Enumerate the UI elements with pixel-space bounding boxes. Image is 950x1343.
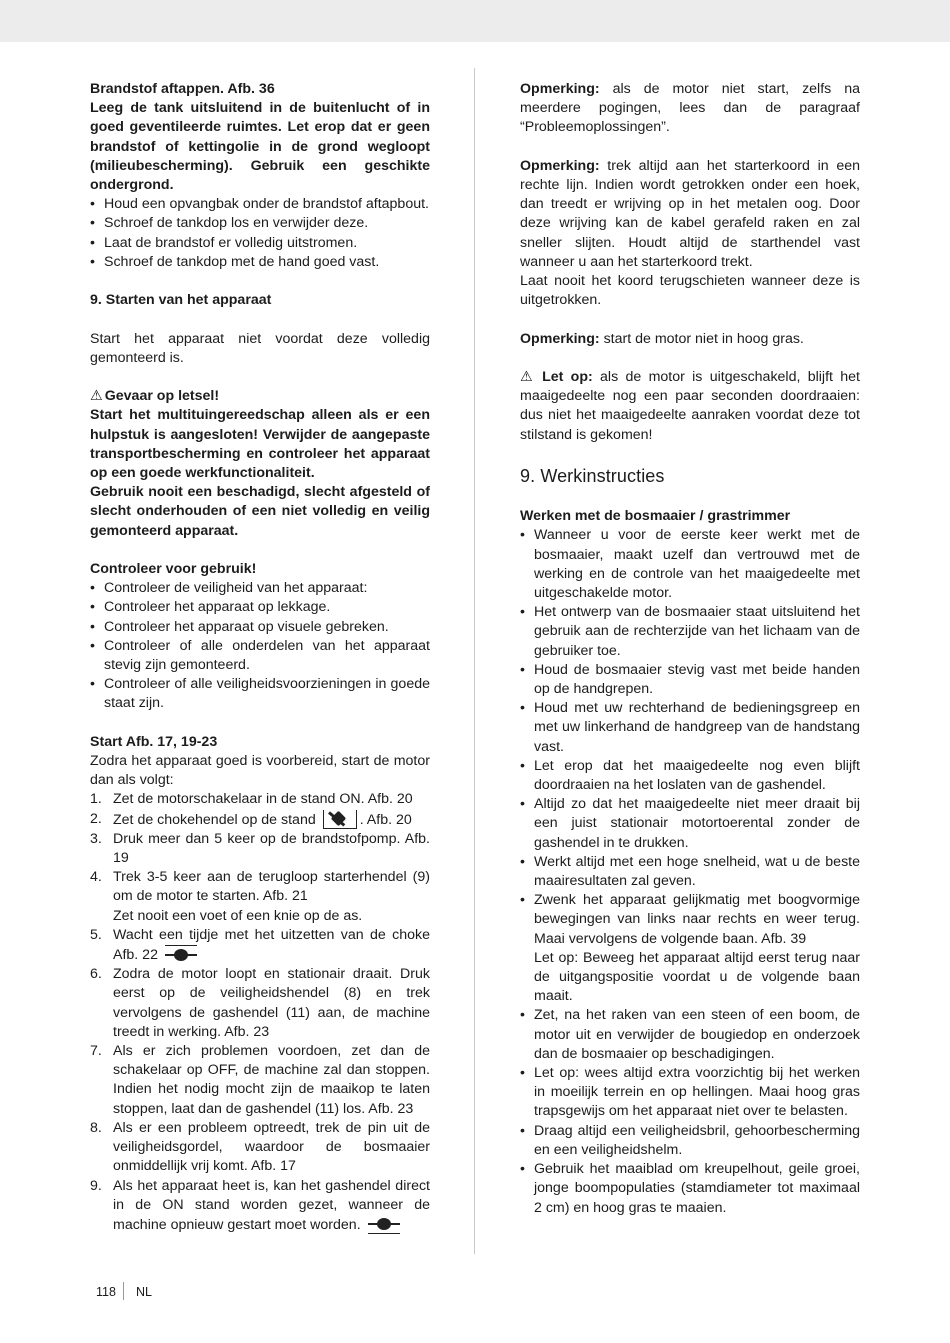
page-footer: [96, 1282, 152, 1302]
list-item: • Werkt altijd met een hoge snelheid, wat u de beste maairesultaten zal geven.: [520, 853, 860, 891]
list-item: 2. Zet de chokehendel op de stand . Afb. 20: [90, 810, 412, 828]
top-header-bar: [0, 0, 950, 42]
list-item: 8. Als er een probleem optreedt, trek de pin uit de veiligheidsgordel, waardoor de bosmaaier onmiddellijk vrij komt. Afb. 17: [90, 1119, 430, 1175]
drain-steps: [90, 195, 430, 272]
list-item: 4. Trek 3-5 keer aan de terugloop starterhendel (9) om de motor te starten. Afb. 21 Zet nooit een voet of een knie op de as.: [90, 869, 430, 924]
list-item: • Draag altijd een veiligheidsbril, gehoorbescherming en een veiligheidshelm.: [520, 1122, 860, 1160]
list-item: • Laat de brandstof er volledig uitstromen.: [90, 234, 430, 253]
list-item: • Controleer het apparaat op lekkage.: [90, 598, 430, 617]
list-item: • Zet, na het raken van een steen of een boom, de motor uit en verwijder de bougiedop en onderzoek dan de bosmaaier op beschadigingen.: [520, 1006, 860, 1064]
list-item: • Controleer of alle veiligheidsvoorzieningen in goede staat zijn.: [90, 675, 430, 713]
run-symbol-icon: [165, 945, 197, 964]
list-item: • Wanneer u voor de eerste keer werkt met de bosmaaier, maakt uzelf dan vertrouwd met de werking en de controle van het maaigedeelte met uitgeschakelde motor.: [520, 526, 860, 603]
let-op-note: ⚠ Let op: als de motor is uitgeschakeld, blijft het maaigedeelte nog een paar seconden doordraaien: dus niet het maaigedeelte aanraken voordat deze tot stilstand is gekomen!: [520, 369, 860, 443]
drain-title: Brandstof aftappen. Afb. 36: [90, 81, 275, 97]
list-item: • Zwenk het apparaat gelijkmatig met boogvormige bewegingen van links naar rechts en weer terug. Maai vervolgens de volgende baan. Afb. 39 Let op: Beweeg het apparaat altijd eerst terug naar de uitgangspositie voordat u de volgende baan maait.: [520, 891, 860, 1006]
left-column: [90, 80, 430, 1235]
warning-triangle-icon: ⚠: [520, 369, 533, 385]
list-item: 6. Zodra de motor loopt en stationair draait. Druk eerst op de veiligheidshendel (8) en trek vervolgens de gashendel (11) aan, de machine treedt in werking. Afb. 23: [90, 966, 430, 1040]
note-2: Opmerking: trek altijd aan het starterkoord in een rechte lijn. Indien wordt getrokken onder een hoek, dan treedt er wrijving op in het metalen oog. Door deze wrijving kan de kabel gerafeld raken en zal sneller slijten. Houdt altijd de starthendel vast wanneer u aan het starterkoord trekt.: [520, 157, 860, 270]
danger-text-2: Gebruik nooit een beschadigd, slecht afgesteld of slecht onderhouden of een niet volledig en veilig gemonteerd apparaat.: [90, 484, 430, 539]
choke-symbol-icon: [323, 810, 357, 829]
work-subheading: Werken met de bosmaaier / grastrimmer: [520, 508, 791, 525]
run-symbol-icon: [368, 1215, 400, 1234]
work-list: [520, 526, 860, 1217]
list-item: • Altijd zo dat het maaigedeelte niet meer draait bij een juist stationair motortoerental zonder de gashendel in te drukken.: [520, 795, 860, 853]
footer-separator: [123, 1282, 124, 1300]
list-item: 7. Als er zich problemen voordoen, zet dan de schakelaar op OFF, de machine zal dan stoppen. Indien het nodig mocht zijn de maaikop te laten stoppen, laat dan de gashendel (11) los. Afb. 23: [90, 1043, 430, 1117]
danger-text-1: Start het multituingereedschap alleen als er een hulpstuk is aangesloten! Verwijder de aangepaste transportbescherming en controleer het apparaat op een goede werkfunctionaliteit.: [90, 407, 430, 482]
work-heading: 9. Werkinstructies: [520, 466, 665, 486]
list-item: • Controleer de veiligheid van het apparaat:: [90, 579, 430, 598]
note-2-extra: Laat nooit het koord terugschieten wanneer deze is uitgetrokken.: [520, 273, 860, 309]
list-item: • Let erop dat het maaigedeelte nog even blijft doordraaien na het loslaten van de gashendel.: [520, 757, 860, 795]
start-steps: [90, 790, 430, 1235]
list-item: • Houd een opvangbak onder de brandstof aftapbout.: [90, 195, 430, 214]
list-item: • Schroef de tankdop met de hand goed vast.: [90, 253, 430, 272]
list-item: • Houd de bosmaaier stevig vast met beide handen op de handgrepen.: [520, 661, 860, 699]
list-item: 9. Als het apparaat heet is, kan het gashendel direct in de ON stand worden gezet, wanneer de machine opnieuw gestart moet worden.: [90, 1177, 430, 1233]
note-1: Opmerking: als de motor niet start, zelfs na meerdere pogingen, lees dan de paragraaf “Probleemoplossingen”.: [520, 81, 860, 136]
list-item: • Gebruik het maaiblad om kreupelhout, geile groei, jonge boompopulaties (stamdiameter tot maximaal 2 cm) en hoog gras te maaien.: [520, 1160, 860, 1218]
check-title: Controleer voor gebruik!: [90, 561, 257, 578]
language-code: NL: [135, 1285, 152, 1299]
list-item: 5. Wacht een tijdje met het uitzetten van de choke Afb. 22: [90, 926, 430, 964]
danger-title-line: [90, 387, 430, 406]
list-item: • Schroef de tankdop los en verwijder deze.: [90, 214, 430, 233]
list-item: • Het ontwerp van de bosmaaier staat uitsluitend het gebruik aan de rechterzijde van het lichaam van de gebruiker toe.: [520, 603, 860, 661]
list-item: 3. Druk meer dan 5 keer op de brandstofpomp. Afb. 19: [90, 830, 430, 867]
list-item: • Let op: wees altijd extra voorzichtig bij het werken in moeilijk terrein en op hellingen. Maai hoog gras trapsgewijs om het apparaat niet over te belasten.: [520, 1064, 860, 1122]
warning-triangle-icon: ⚠: [90, 388, 103, 405]
right-column: [520, 80, 860, 1218]
list-item: • Controleer het apparaat op visuele gebreken.: [90, 618, 430, 637]
list-item: • Controleer of alle onderdelen van het apparaat stevig zijn gemonteerd.: [90, 637, 430, 675]
note-3: Opmerking: start de motor niet in hoog gras.: [520, 330, 804, 347]
danger-title: Gevaar op letsel!: [104, 388, 220, 405]
start-intro: Start het apparaat niet voordat deze volledig gemonteerd is.: [90, 330, 430, 366]
page-number: 118: [96, 1285, 116, 1299]
list-item: • Houd met uw rechterhand de bedieningsgreep en met uw linkerhand de handgreep van de handstang vast.: [520, 699, 860, 757]
check-list: [90, 579, 430, 713]
start-heading: 9. Starten van het apparaat: [90, 292, 272, 309]
start-afb-title: Start Afb. 17, 19-23: [90, 733, 218, 750]
start-afb-intro: Zodra het apparaat goed is voorbereid, start de motor dan als volgt:: [90, 753, 430, 789]
column-divider: [474, 68, 475, 1254]
drain-warning: Leeg de tank uitsluitend in de buitenlucht of in goed geventileerde ruimtes. Let erop dat er geen brandstof of kettingolie in de grond wegloopt (milieubescherming). Gebruik een geschikte ondergrond.: [90, 100, 430, 194]
list-item: 1. Zet de motorschakelaar in de stand ON. Afb. 20: [90, 791, 413, 808]
